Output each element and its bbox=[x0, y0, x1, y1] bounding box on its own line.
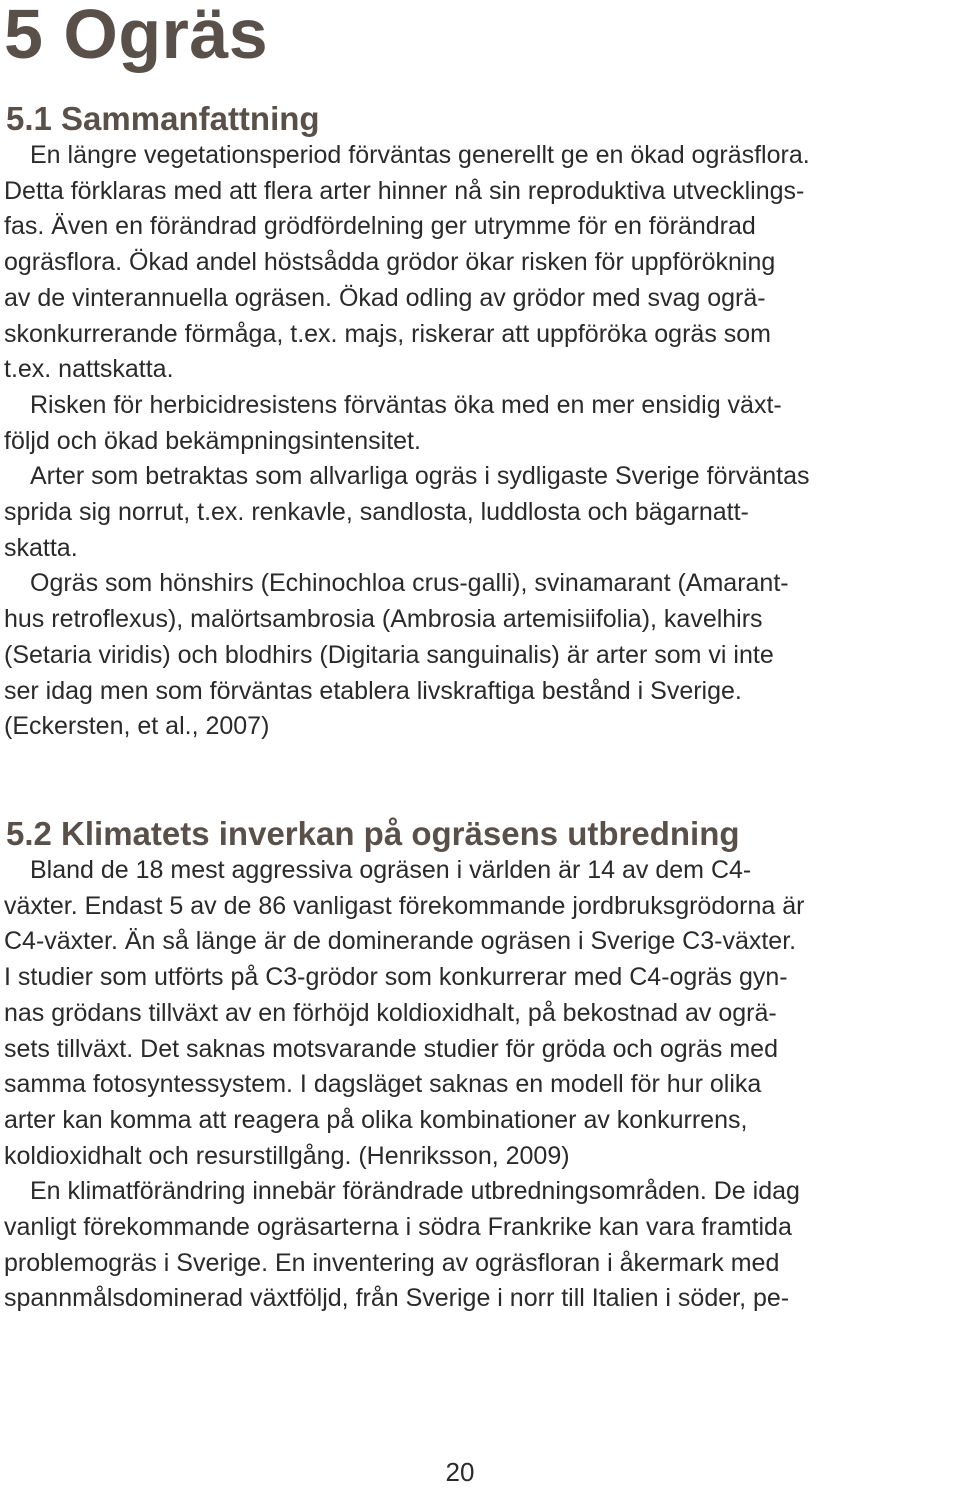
text-line: växter. Endast 5 av de 86 vanligast förekommande jordbruksgrödorna är bbox=[4, 891, 805, 920]
text-line: vanligt förekommande ogräsarterna i södra Frankrike kan vara framtida bbox=[4, 1213, 792, 1242]
paragraph bbox=[4, 459, 960, 566]
chapter-title: 5 Ogräs bbox=[4, 0, 269, 73]
text-line: koldioxidhalt och resurstillgång. (Henriksson, 2009) bbox=[4, 1141, 570, 1170]
paragraph bbox=[4, 388, 960, 459]
text-line: sets tillväxt. Det saknas motsvarande studier för gröda och ogräs med bbox=[4, 1034, 778, 1063]
text-line: C4-växter. Än så länge är de dominerande ogräsen i Sverige C3-växter. bbox=[4, 927, 797, 956]
text-line: En klimatförändring innebär förändrade utbredningsområden. De idag bbox=[30, 1177, 800, 1206]
text-line: skatta. bbox=[4, 533, 78, 562]
text-line: En längre vegetationsperiod förväntas generellt ge en ökad ogräsflora. bbox=[30, 141, 810, 169]
text-line: sprida sig norrut, t.ex. renkavle, sandlosta, luddlosta och bägarnatt- bbox=[4, 498, 749, 527]
text-line: Bland de 18 mest aggressiva ogräsen i världen är 14 av dem C4- bbox=[30, 856, 752, 884]
text-line: hus retroflexus), malörtsambrosia (Ambrosia artemisiifolia), kavelhirs bbox=[4, 605, 763, 634]
text-line: ser idag men som förväntas etablera livskraftiga bestånd i Sverige. bbox=[4, 676, 742, 705]
text-line: Arter som betraktas som allvarliga ogräs i sydligaste Sverige förväntas bbox=[30, 462, 810, 491]
section-title-klimatets-inverkan: 5.2 Klimatets inverkan på ogräsens utbredning bbox=[6, 815, 740, 852]
section-body-sammanfattning bbox=[4, 138, 960, 745]
text-line: Detta förklaras med att flera arter hinner nå sin reproduktiva utvecklings- bbox=[4, 176, 805, 205]
text-line: samma fotosyntessystem. I dagsläget saknas en modell för hur olika bbox=[4, 1070, 762, 1099]
paragraph bbox=[4, 1174, 960, 1317]
text-line: av de vinterannuella ogräsen. Ökad odling av grödor med svag ogrä- bbox=[4, 283, 766, 312]
text-line: skonkurrerande förmåga, t.ex. majs, riskerar att uppföröka ogräs som bbox=[4, 319, 771, 348]
page-number: 20 bbox=[445, 1457, 475, 1487]
text-line: Ogräs som hönshirs (Echinochloa crus-galli), svinamarant (Amarant- bbox=[30, 569, 789, 598]
text-line: ogräsflora. Ökad andel höstsådda grödor ökar risken för uppförökning bbox=[4, 248, 776, 277]
text-line: följd och ökad bekämpningsintensitet. bbox=[4, 426, 421, 455]
text-line: I studier som utförts på C3-grödor som konkurrerar med C4-ogräs gyn- bbox=[4, 963, 788, 992]
text-line: fas. Även en förändrad grödfördelning ger utrymme för en förändrad bbox=[4, 212, 756, 241]
paragraph bbox=[4, 566, 960, 745]
text-line: (Eckersten, et al., 2007) bbox=[4, 712, 270, 741]
paragraph bbox=[4, 138, 960, 388]
text-line: problemogräs i Sverige. En inventering av ogräsfloran i åkermark med bbox=[4, 1248, 780, 1277]
text-line: Risken för herbicidresistens förväntas öka med en mer ensidig växt- bbox=[30, 390, 782, 419]
section-title-sammanfattning: 5.1 Sammanfattning bbox=[6, 100, 320, 137]
paragraph bbox=[4, 853, 960, 1174]
text-line: spannmålsdominerad växtföljd, från Sverige i norr till Italien i söder, pe- bbox=[4, 1284, 790, 1313]
text-line: nas grödans tillväxt av en förhöjd koldioxidhalt, på bekostnad av ogrä- bbox=[4, 998, 777, 1027]
text-line: (Setaria viridis) och blodhirs (Digitaria sanguinalis) är arter som vi inte bbox=[4, 640, 774, 669]
text-line: arter kan komma att reagera på olika kombinationer av konkurrens, bbox=[4, 1105, 748, 1134]
text-line: t.ex. nattskatta. bbox=[4, 355, 174, 384]
section-body-klimatets-inverkan bbox=[4, 853, 960, 1317]
